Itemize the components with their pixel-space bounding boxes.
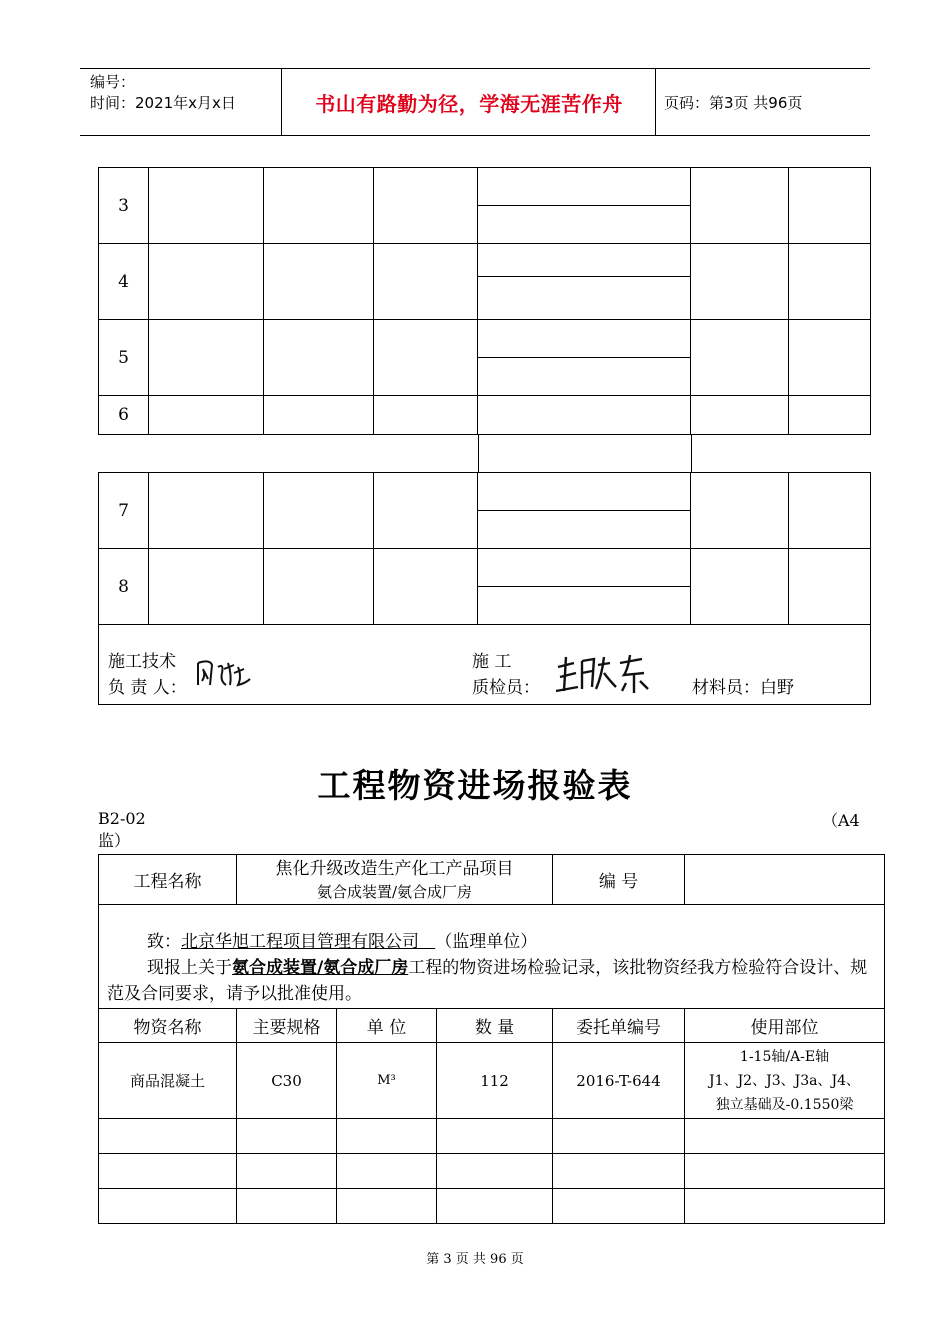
submission-statement	[99, 905, 885, 1009]
col-location: 使用部位	[685, 1009, 885, 1043]
row-number: 7	[99, 473, 149, 549]
material-order-number: 2016-T-644	[553, 1043, 685, 1119]
record-table-top	[98, 167, 871, 435]
material-unit: M³	[337, 1043, 437, 1119]
row-number: 8	[99, 549, 149, 625]
statement-body: 现报上关于氨合成装置/氨合成厂房工程的物资进场检验记录，该批物资经我方检验符合设计、规范及合同要求，请予以批准使用。	[107, 958, 868, 1004]
row-number: 3	[99, 168, 149, 244]
time-label: 时间：2021年x月x日	[90, 94, 236, 112]
col-quantity: 数 量	[437, 1009, 553, 1043]
table-row	[99, 1189, 885, 1224]
col-spec: 主要规格	[237, 1009, 337, 1043]
material-location: 1-15轴/A-E轴 J1、J2、J3、J3a、J4、 独立基础及-0.1550梁	[685, 1043, 885, 1119]
col-material-name: 物资名称	[99, 1009, 237, 1043]
number-value	[685, 855, 885, 905]
header-divider-left	[281, 68, 282, 136]
header-divider-right	[655, 68, 656, 136]
form-code-suffix-1: （A4	[822, 811, 860, 830]
project-subname: 氨合成装置/氨合成厂房	[316, 882, 473, 901]
row-number: 5	[99, 320, 149, 396]
table-header-row	[99, 1009, 885, 1043]
tech-lead-signature-label: 施工技术 负 责 人：	[108, 652, 187, 698]
table-row	[99, 1119, 885, 1154]
signature-row	[99, 625, 871, 705]
row-number: 4	[99, 244, 149, 320]
inspector-handwritten-signature	[554, 651, 654, 697]
row-number: 6	[99, 396, 149, 435]
header-meta	[90, 72, 236, 114]
project-name: 焦化升级改造生产化工产品项目	[275, 858, 514, 879]
table-row	[99, 1154, 885, 1189]
record-table-gap-cell	[478, 434, 692, 472]
header-top-rule	[80, 68, 870, 69]
material-quantity: 112	[437, 1043, 553, 1119]
material-inspection-form	[98, 854, 885, 1224]
col-unit: 单 位	[337, 1009, 437, 1043]
statement-project: 氨合成装置/氨合成厂房	[232, 958, 409, 978]
header-bottom-rule	[80, 135, 870, 136]
record-table-bottom	[98, 472, 871, 705]
header-page-info: 页码：第3页 共96页	[664, 94, 803, 112]
tech-lead-handwritten-signature	[194, 655, 254, 691]
table-row	[99, 1043, 885, 1119]
serial-label: 编号：	[90, 73, 136, 91]
material-name: 商品混凝土	[99, 1043, 237, 1119]
form-code: B2-02 监）	[98, 809, 146, 850]
project-name-label: 工程名称	[99, 855, 237, 905]
material-spec: C30	[237, 1043, 337, 1119]
page-footer: 第 3 页 共 96 页	[426, 1252, 524, 1267]
col-order-number: 委托单编号	[553, 1009, 685, 1043]
addressee-line: 致：北京华旭工程项目管理有限公司 （监理单位）	[147, 932, 538, 952]
project-name-cell	[237, 855, 553, 905]
material-clerk-label: 材料员：白野	[692, 678, 794, 698]
number-label: 编 号	[553, 855, 685, 905]
header-motto: 书山有路勤为径，学海无涯苦作舟	[315, 92, 623, 116]
supervisor-company: 北京华旭工程项目管理有限公司	[181, 932, 419, 952]
form-code-suffix-2: 监）	[98, 831, 131, 850]
form-title: 工程物资进场报验表	[317, 766, 633, 805]
inspector-signature-label: 施 工 质检员：	[472, 652, 540, 698]
